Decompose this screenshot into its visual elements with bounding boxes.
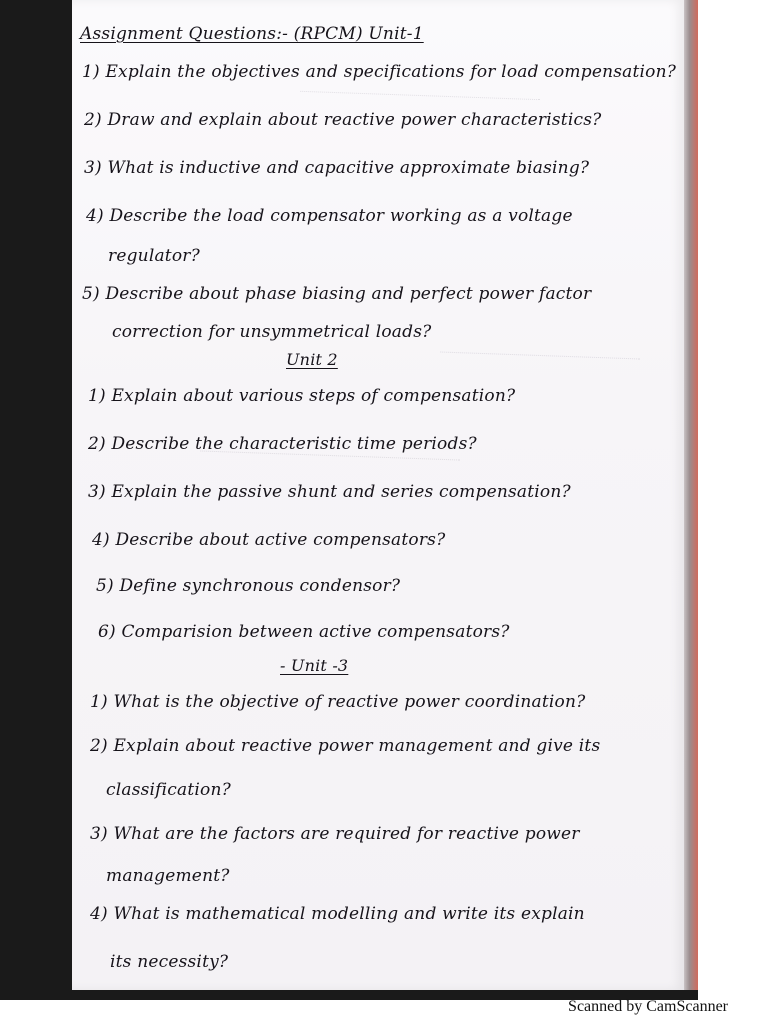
unit2-question-2: 2) Describe the characteristic time periods? <box>88 434 477 454</box>
page-title: Assignment Questions:- (RPCM) Unit-1 <box>80 24 424 44</box>
unit1-question-4-cont: regulator? <box>108 246 200 266</box>
unit2-question-5: 5) Define synchronous condensor? <box>96 576 401 596</box>
unit3-question-2: 2) Explain about reactive power management and give its <box>90 736 601 756</box>
unit3-question-3: 3) What are the factors are required for reactive power <box>90 824 580 844</box>
unit2-question-6: 6) Comparision between active compensators? <box>98 622 510 642</box>
unit2-question-4: 4) Describe about active compensators? <box>92 530 446 550</box>
unit1-question-5: 5) Describe about phase biasing and perfect power factor <box>82 284 592 304</box>
paper-edge <box>684 0 698 990</box>
unit1-question-3: 3) What is inductive and capacitive approximate biasing? <box>84 158 590 178</box>
unit2-heading: Unit 2 <box>286 350 338 369</box>
unit1-question-2: 2) Draw and explain about reactive power characteristics? <box>84 110 602 130</box>
unit3-question-2-cont: classification? <box>106 780 231 800</box>
unit1-question-1: 1) Explain the objectives and specifications for load compensation? <box>82 62 677 82</box>
unit1-question-4: 4) Describe the load compensator working as a voltage <box>86 206 573 226</box>
unit3-heading: - Unit -3 <box>280 656 349 675</box>
unit1-question-5-cont: correction for unsymmetrical loads? <box>112 322 432 342</box>
scan-margin <box>698 0 768 1000</box>
unit3-question-4: 4) What is mathematical modelling and write its explain <box>90 904 585 924</box>
unit2-question-1: 1) Explain about various steps of compensation? <box>88 386 516 406</box>
unit3-question-4-cont: its necessity? <box>110 952 229 972</box>
unit2-question-3: 3) Explain the passive shunt and series compensation? <box>88 482 571 502</box>
scanner-watermark: Scanned by CamScanner <box>568 998 728 1015</box>
unit3-question-1: 1) What is the objective of reactive power coordination? <box>90 692 586 712</box>
unit3-question-3-cont: management? <box>106 866 230 886</box>
